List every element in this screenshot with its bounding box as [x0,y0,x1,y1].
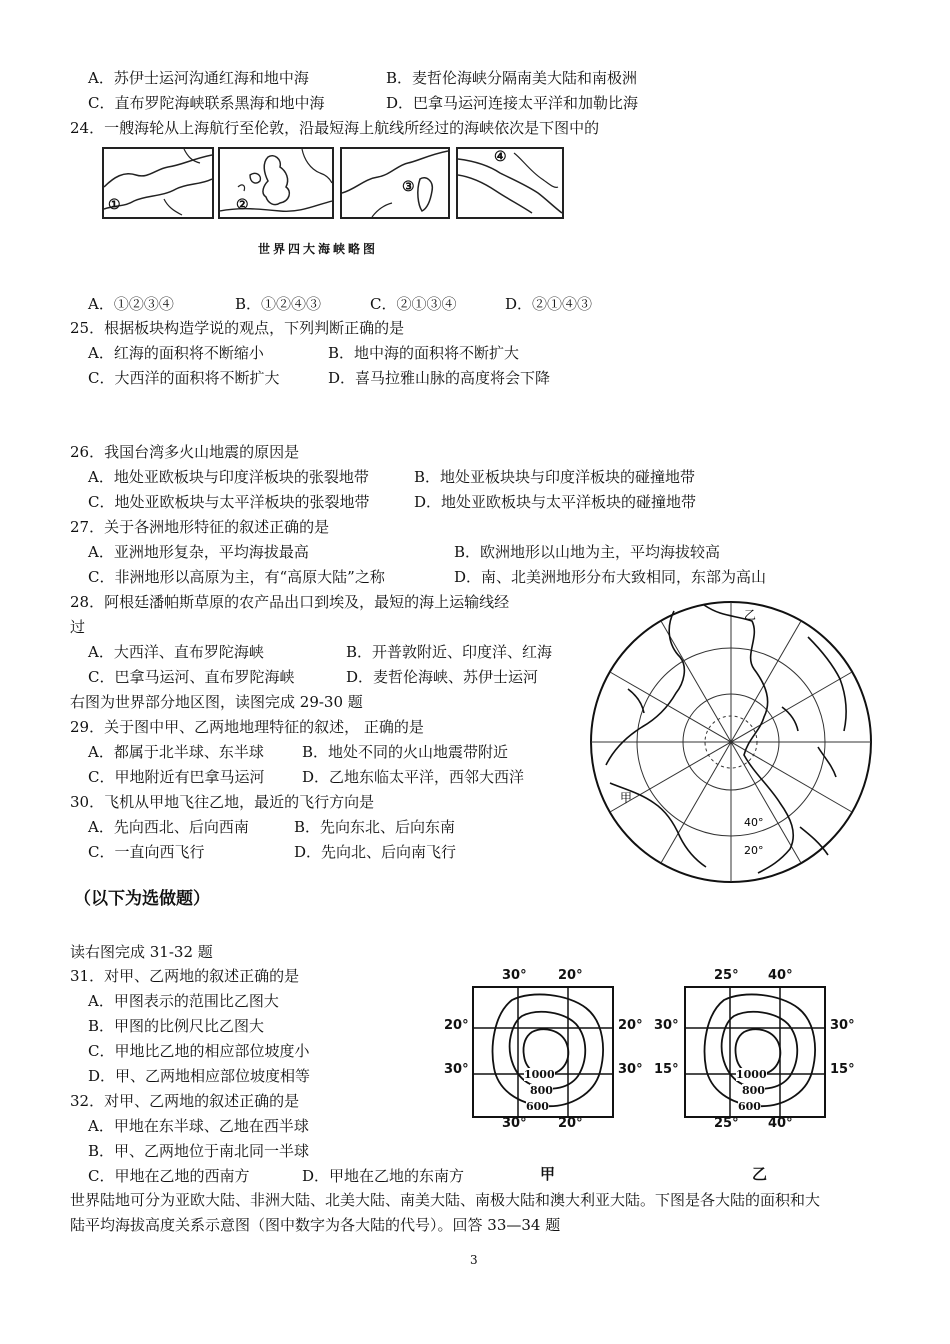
q23-option-d: D．巴拿马运河连接太平洋和加勒比海 [386,94,639,112]
jia-top-right-label: 20° [558,968,583,983]
q26-option-b: B．地处亚板块块与印度洋板块的碰撞地带 [414,468,696,486]
strait-map-caption: 世界四大海峡略图 [258,242,379,256]
jia-right-top-label: 20° [618,1018,643,1033]
contour-map-jia [440,960,670,1160]
q28-option-b: B．开普敦附近、印度洋、红海 [346,643,553,661]
polar-lat-20: 20° [744,844,764,857]
q28-option-a: A．大西洋、直布罗陀海峡 [88,643,264,661]
q25-option-a: A．红海的面积将不断缩小 [88,344,264,362]
q26-option-d: D．地处亚欧板块与太平洋板块的碰撞地带 [414,493,697,511]
marker-2: ② [236,197,249,213]
polar-world-map [584,597,879,887]
strait-map-3-drawing [342,149,448,217]
yi-right-top-label: 30° [830,1018,855,1033]
intro-29-30: 右图为世界部分地区图，读图完成 29-30 题 [70,693,363,711]
q24-option-d: D．②①④③ [505,295,593,313]
jia-contour-800: 800 [530,1084,553,1097]
q31-option-a: A．甲图表示的范围比乙图大 [88,992,279,1010]
intro-31-32: 读右图完成 31-32 题 [70,943,213,961]
yi-top-left-label: 25° [714,968,739,983]
q23-option-c: C．直布罗陀海峡联系黑海和地中海 [88,94,325,112]
contour-yi-title: 乙 [752,1165,768,1183]
yi-bottom-left-label: 25° [714,1116,739,1131]
q30-option-c: C．一直向西飞行 [88,843,205,861]
yi-contour-600: 600 [738,1100,761,1113]
strait-map-2 [218,147,334,219]
strait-map-4-drawing [458,149,562,217]
polar-map-drawing [584,597,879,887]
marker-3: ③ [402,179,415,195]
jia-bottom-left-label: 30° [502,1116,527,1131]
q28-stem-line2: 过 [70,618,86,636]
page-number: 3 [470,1253,478,1267]
marker-1: ① [108,197,121,213]
intro-33-34-line1: 世界陆地可分为亚欧大陆、非洲大陆、北美大陆、南美大陆、南极大陆和澳大利亚大陆。下图是各大陆的面积和大 [70,1191,821,1209]
q31-option-b: B．甲图的比例尺比乙图大 [88,1017,265,1035]
intro-33-34-line2: 陆平均海拔高度关系示意图（图中数字为各大陆的代号）。回答 33—34 题 [70,1216,561,1234]
q30-stem: 30．飞机从甲地飞往乙地，最近的飞行方向是 [70,793,375,811]
strait-map-3 [340,147,450,219]
q30-option-b: B．先向东北、后向东南 [294,818,456,836]
contour-map-yi [650,960,880,1160]
q31-option-d: D．甲、乙两地相应部位坡度相等 [88,1067,311,1085]
jia-bottom-right-label: 20° [558,1116,583,1131]
yi-bottom-right-label: 40° [768,1116,793,1131]
q24-option-b: B．①②④③ [235,295,322,313]
q23-option-b: B．麦哲伦海峡分隔南美大陆和南极洲 [386,69,638,87]
q23-option-a: A．苏伊士运河沟通红海和地中海 [88,69,309,87]
jia-contour-1000: 1000 [524,1068,555,1081]
q24-stem: 24．一艘海轮从上海航行至伦敦，沿最短海上航线所经过的海峡依次是下图中的 [70,119,600,137]
q32-option-c: C．甲地在乙地的西南方 [88,1167,250,1185]
jia-left-bottom-label: 30° [444,1062,469,1077]
q26-stem: 26．我国台湾多火山地震的原因是 [70,443,300,461]
polar-label-jia: 甲 [620,791,633,805]
q29-option-d: D．乙地东临太平洋，西邻大西洋 [302,768,525,786]
polar-label-yi: 乙 [744,608,757,622]
q32-option-d: D．甲地在乙地的东南方 [302,1167,465,1185]
q27-option-b: B．欧洲地形以山地为主，平均海拔较高 [454,543,721,561]
q29-stem: 29．关于图中甲、乙两地地理特征的叙述， 正确的是 [70,718,424,736]
yi-contour-800: 800 [742,1084,765,1097]
yi-left-top-label: 30° [654,1018,679,1033]
q25-option-c: C．大西洋的面积将不断扩大 [88,369,280,387]
q29-option-c: C．甲地附近有巴拿马运河 [88,768,265,786]
jia-top-left-label: 30° [502,968,527,983]
yi-right-bottom-label: 15° [830,1062,855,1077]
q27-option-a: A．亚洲地形复杂，平均海拔最高 [88,543,309,561]
q26-option-c: C．地处亚欧板块与太平洋板块的张裂地带 [88,493,370,511]
q28-stem-line1: 28．阿根廷潘帕斯草原的农产品出口到埃及，最短的海上运输线经 [70,593,510,611]
q30-option-a: A．先向西北、后向西南 [88,818,249,836]
q32-option-a: A．甲地在东半球、乙地在西半球 [88,1117,309,1135]
yi-contour-drawing [684,986,826,1118]
jia-contour-600: 600 [526,1100,549,1113]
q25-option-d: D．喜马拉雅山脉的高度将会下降 [328,369,551,387]
yi-top-right-label: 40° [768,968,793,983]
contour-jia-title: 甲 [540,1165,556,1183]
q27-stem: 27．关于各洲地形特征的叙述正确的是 [70,518,330,536]
q31-stem: 31．对甲、乙两地的叙述正确的是 [70,967,300,985]
q27-option-c: C．非洲地形以高原为主，有“高原大陆”之称 [88,568,385,586]
strait-map-1 [102,147,214,219]
strait-map-4 [456,147,564,219]
q32-stem: 32．对甲、乙两地的叙述正确的是 [70,1092,300,1110]
q24-option-a: A．①②③④ [88,295,174,313]
q29-option-b: B．地处不同的火山地震带附近 [302,743,509,761]
q30-option-d: D．先向北、后向南飞行 [294,843,457,861]
q25-stem: 25．根据板块构造学说的观点，下列判断正确的是 [70,319,405,337]
polar-lat-40: 40° [744,816,764,829]
q24-option-c: C．②①③④ [370,295,457,313]
jia-contour-drawing [472,986,614,1118]
q27-option-d: D．南、北美洲地形分布大致相同，东部为高山 [454,568,767,586]
q28-option-d: D．麦哲伦海峡、苏伊士运河 [346,668,539,686]
jia-left-top-label: 20° [444,1018,469,1033]
jia-right-bottom-label: 30° [618,1062,643,1077]
q31-option-c: C．甲地比乙地的相应部位坡度小 [88,1042,310,1060]
yi-left-bottom-label: 15° [654,1062,679,1077]
q29-option-a: A．都属于北半球、东半球 [88,743,264,761]
q25-option-b: B．地中海的面积将不断扩大 [328,344,520,362]
yi-contour-1000: 1000 [736,1068,767,1081]
q26-option-a: A．地处亚欧板块与印度洋板块的张裂地带 [88,468,369,486]
marker-4: ④ [494,149,507,165]
q28-option-c: C．巴拿马运河、直布罗陀海峡 [88,668,295,686]
q32-option-b: B．甲、乙两地位于南北同一半球 [88,1142,310,1160]
elective-section-title: （以下为选做题） [74,889,210,909]
